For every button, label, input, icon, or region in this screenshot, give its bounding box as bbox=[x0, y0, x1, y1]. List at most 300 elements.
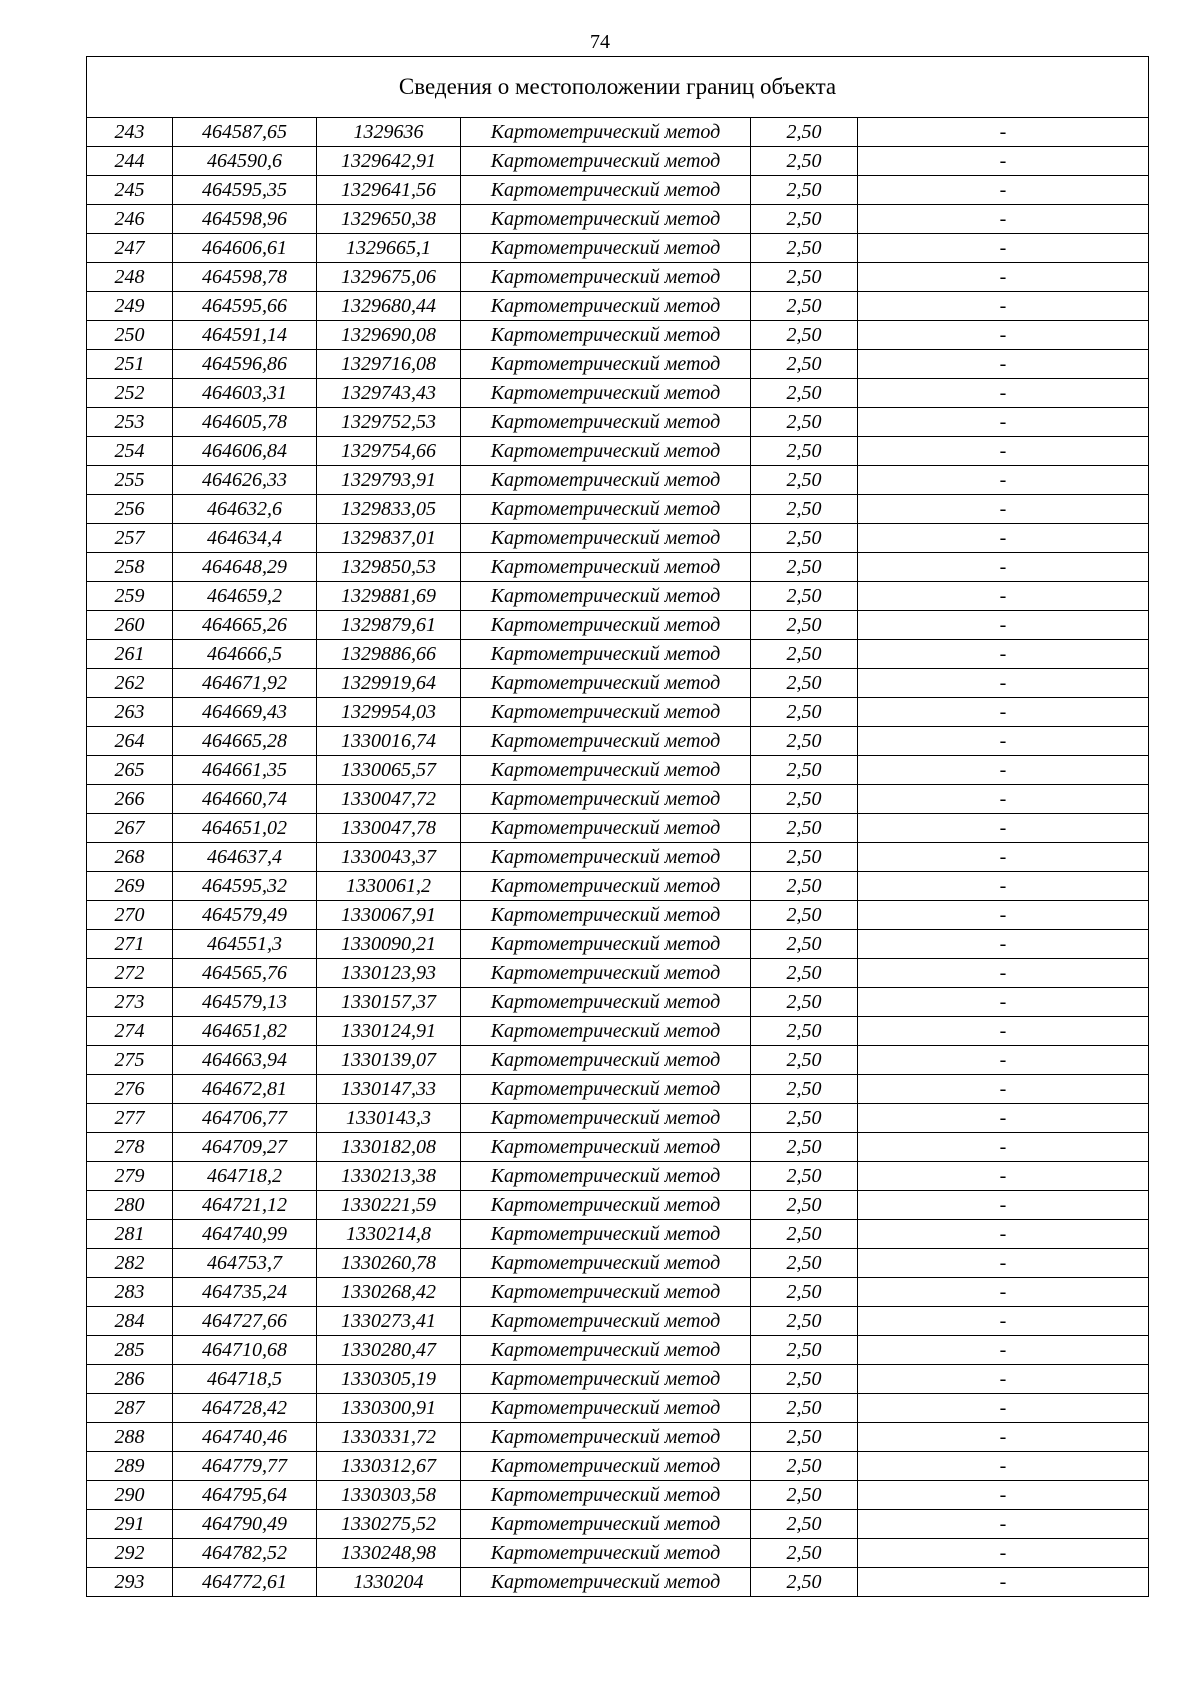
note-cell: - bbox=[858, 408, 1149, 437]
note-cell: - bbox=[858, 1481, 1149, 1510]
y-coordinate-cell: 1330124,91 bbox=[317, 1017, 461, 1046]
accuracy-cell: 2,50 bbox=[751, 1510, 858, 1539]
y-coordinate-cell: 1329743,43 bbox=[317, 379, 461, 408]
table-row bbox=[87, 1394, 1149, 1423]
accuracy-cell: 2,50 bbox=[751, 1133, 858, 1162]
x-coordinate-cell: 464659,2 bbox=[173, 582, 317, 611]
method-cell: Картометрический метод bbox=[461, 727, 751, 756]
note-cell: - bbox=[858, 1423, 1149, 1452]
point-number-cell: 274 bbox=[87, 1017, 173, 1046]
x-coordinate-cell: 464651,82 bbox=[173, 1017, 317, 1046]
point-number-cell: 244 bbox=[87, 147, 173, 176]
x-coordinate-cell: 464587,65 bbox=[173, 118, 317, 147]
accuracy-cell: 2,50 bbox=[751, 321, 858, 350]
y-coordinate-cell: 1330280,47 bbox=[317, 1336, 461, 1365]
x-coordinate-cell: 464665,28 bbox=[173, 727, 317, 756]
y-coordinate-cell: 1330047,78 bbox=[317, 814, 461, 843]
method-cell: Картометрический метод bbox=[461, 611, 751, 640]
table-row bbox=[87, 611, 1149, 640]
point-number-cell: 247 bbox=[87, 234, 173, 263]
note-cell: - bbox=[858, 1278, 1149, 1307]
point-number-cell: 267 bbox=[87, 814, 173, 843]
accuracy-cell: 2,50 bbox=[751, 1075, 858, 1104]
point-number-cell: 279 bbox=[87, 1162, 173, 1191]
table-row bbox=[87, 1539, 1149, 1568]
table-row bbox=[87, 669, 1149, 698]
table-row bbox=[87, 524, 1149, 553]
accuracy-cell: 2,50 bbox=[751, 379, 858, 408]
method-cell: Картометрический метод bbox=[461, 437, 751, 466]
x-coordinate-cell: 464605,78 bbox=[173, 408, 317, 437]
accuracy-cell: 2,50 bbox=[751, 263, 858, 292]
note-cell: - bbox=[858, 292, 1149, 321]
note-cell: - bbox=[858, 611, 1149, 640]
accuracy-cell: 2,50 bbox=[751, 930, 858, 959]
note-cell: - bbox=[858, 872, 1149, 901]
method-cell: Картометрический метод bbox=[461, 292, 751, 321]
point-number-cell: 266 bbox=[87, 785, 173, 814]
note-cell: - bbox=[858, 147, 1149, 176]
accuracy-cell: 2,50 bbox=[751, 1539, 858, 1568]
y-coordinate-cell: 1329833,05 bbox=[317, 495, 461, 524]
note-cell: - bbox=[858, 1452, 1149, 1481]
point-number-cell: 292 bbox=[87, 1539, 173, 1568]
accuracy-cell: 2,50 bbox=[751, 872, 858, 901]
x-coordinate-cell: 464671,92 bbox=[173, 669, 317, 698]
point-number-cell: 252 bbox=[87, 379, 173, 408]
table-row bbox=[87, 147, 1149, 176]
x-coordinate-cell: 464606,61 bbox=[173, 234, 317, 263]
accuracy-cell: 2,50 bbox=[751, 234, 858, 263]
table-row bbox=[87, 466, 1149, 495]
x-coordinate-cell: 464728,42 bbox=[173, 1394, 317, 1423]
note-cell: - bbox=[858, 524, 1149, 553]
x-coordinate-cell: 464740,99 bbox=[173, 1220, 317, 1249]
note-cell: - bbox=[858, 263, 1149, 292]
method-cell: Картометрический метод bbox=[461, 118, 751, 147]
accuracy-cell: 2,50 bbox=[751, 756, 858, 785]
table-row bbox=[87, 292, 1149, 321]
table-row bbox=[87, 1133, 1149, 1162]
y-coordinate-cell: 1329642,91 bbox=[317, 147, 461, 176]
y-coordinate-cell: 1330273,41 bbox=[317, 1307, 461, 1336]
point-number-cell: 270 bbox=[87, 901, 173, 930]
table-row bbox=[87, 1104, 1149, 1133]
x-coordinate-cell: 464634,4 bbox=[173, 524, 317, 553]
method-cell: Картометрический метод bbox=[461, 466, 751, 495]
method-cell: Картометрический метод bbox=[461, 1249, 751, 1278]
table-row bbox=[87, 756, 1149, 785]
y-coordinate-cell: 1330268,42 bbox=[317, 1278, 461, 1307]
y-coordinate-cell: 1330143,3 bbox=[317, 1104, 461, 1133]
x-coordinate-cell: 464596,86 bbox=[173, 350, 317, 379]
y-coordinate-cell: 1330248,98 bbox=[317, 1539, 461, 1568]
note-cell: - bbox=[858, 727, 1149, 756]
x-coordinate-cell: 464598,96 bbox=[173, 205, 317, 234]
x-coordinate-cell: 464669,43 bbox=[173, 698, 317, 727]
note-cell: - bbox=[858, 901, 1149, 930]
point-number-cell: 264 bbox=[87, 727, 173, 756]
point-number-cell: 255 bbox=[87, 466, 173, 495]
method-cell: Картометрический метод bbox=[461, 1191, 751, 1220]
x-coordinate-cell: 464790,49 bbox=[173, 1510, 317, 1539]
y-coordinate-cell: 1329879,61 bbox=[317, 611, 461, 640]
point-number-cell: 268 bbox=[87, 843, 173, 872]
point-number-cell: 249 bbox=[87, 292, 173, 321]
x-coordinate-cell: 464718,2 bbox=[173, 1162, 317, 1191]
x-coordinate-cell: 464666,5 bbox=[173, 640, 317, 669]
method-cell: Картометрический метод bbox=[461, 1423, 751, 1452]
y-coordinate-cell: 1329665,1 bbox=[317, 234, 461, 263]
table-row bbox=[87, 437, 1149, 466]
accuracy-cell: 2,50 bbox=[751, 553, 858, 582]
point-number-cell: 288 bbox=[87, 1423, 173, 1452]
table-row bbox=[87, 1191, 1149, 1220]
y-coordinate-cell: 1330090,21 bbox=[317, 930, 461, 959]
table-row bbox=[87, 901, 1149, 930]
method-cell: Картометрический метод bbox=[461, 1278, 751, 1307]
point-number-cell: 280 bbox=[87, 1191, 173, 1220]
point-number-cell: 287 bbox=[87, 1394, 173, 1423]
x-coordinate-cell: 464551,3 bbox=[173, 930, 317, 959]
method-cell: Картометрический метод bbox=[461, 1510, 751, 1539]
note-cell: - bbox=[858, 1510, 1149, 1539]
method-cell: Картометрический метод bbox=[461, 234, 751, 263]
x-coordinate-cell: 464740,46 bbox=[173, 1423, 317, 1452]
x-coordinate-cell: 464710,68 bbox=[173, 1336, 317, 1365]
method-cell: Картометрический метод bbox=[461, 1046, 751, 1075]
table-row bbox=[87, 1336, 1149, 1365]
note-cell: - bbox=[858, 379, 1149, 408]
method-cell: Картометрический метод bbox=[461, 756, 751, 785]
table-row bbox=[87, 988, 1149, 1017]
y-coordinate-cell: 1330182,08 bbox=[317, 1133, 461, 1162]
x-coordinate-cell: 464579,13 bbox=[173, 988, 317, 1017]
method-cell: Картометрический метод bbox=[461, 321, 751, 350]
point-number-cell: 251 bbox=[87, 350, 173, 379]
point-number-cell: 276 bbox=[87, 1075, 173, 1104]
note-cell: - bbox=[858, 1568, 1149, 1597]
y-coordinate-cell: 1329850,53 bbox=[317, 553, 461, 582]
method-cell: Картометрический метод bbox=[461, 263, 751, 292]
accuracy-cell: 2,50 bbox=[751, 1278, 858, 1307]
page-number: 74 bbox=[590, 31, 610, 53]
y-coordinate-cell: 1330221,59 bbox=[317, 1191, 461, 1220]
x-coordinate-cell: 464795,64 bbox=[173, 1481, 317, 1510]
x-coordinate-cell: 464779,77 bbox=[173, 1452, 317, 1481]
note-cell: - bbox=[858, 1220, 1149, 1249]
accuracy-cell: 2,50 bbox=[751, 205, 858, 234]
point-number-cell: 258 bbox=[87, 553, 173, 582]
table-row bbox=[87, 1568, 1149, 1597]
boundary-coordinates-table bbox=[86, 56, 1149, 1597]
accuracy-cell: 2,50 bbox=[751, 1220, 858, 1249]
y-coordinate-cell: 1330312,67 bbox=[317, 1452, 461, 1481]
y-coordinate-cell: 1330204 bbox=[317, 1568, 461, 1597]
accuracy-cell: 2,50 bbox=[751, 350, 858, 379]
x-coordinate-cell: 464709,27 bbox=[173, 1133, 317, 1162]
table-row bbox=[87, 785, 1149, 814]
y-coordinate-cell: 1329752,53 bbox=[317, 408, 461, 437]
y-coordinate-cell: 1329793,91 bbox=[317, 466, 461, 495]
table-title: Сведения о местоположении границ объекта bbox=[87, 57, 1149, 118]
method-cell: Картометрический метод bbox=[461, 1336, 751, 1365]
table-row bbox=[87, 930, 1149, 959]
accuracy-cell: 2,50 bbox=[751, 437, 858, 466]
x-coordinate-cell: 464590,6 bbox=[173, 147, 317, 176]
method-cell: Картометрический метод bbox=[461, 408, 751, 437]
y-coordinate-cell: 1330043,37 bbox=[317, 843, 461, 872]
accuracy-cell: 2,50 bbox=[751, 698, 858, 727]
x-coordinate-cell: 464648,29 bbox=[173, 553, 317, 582]
table-row bbox=[87, 872, 1149, 901]
accuracy-cell: 2,50 bbox=[751, 582, 858, 611]
note-cell: - bbox=[858, 959, 1149, 988]
point-number-cell: 257 bbox=[87, 524, 173, 553]
method-cell: Картометрический метод bbox=[461, 205, 751, 234]
table-row bbox=[87, 727, 1149, 756]
note-cell: - bbox=[858, 234, 1149, 263]
y-coordinate-cell: 1330016,74 bbox=[317, 727, 461, 756]
method-cell: Картометрический метод bbox=[461, 1075, 751, 1104]
x-coordinate-cell: 464753,7 bbox=[173, 1249, 317, 1278]
accuracy-cell: 2,50 bbox=[751, 1104, 858, 1133]
point-number-cell: 265 bbox=[87, 756, 173, 785]
note-cell: - bbox=[858, 1191, 1149, 1220]
accuracy-cell: 2,50 bbox=[751, 959, 858, 988]
table-row bbox=[87, 582, 1149, 611]
point-number-cell: 262 bbox=[87, 669, 173, 698]
method-cell: Картометрический метод bbox=[461, 582, 751, 611]
method-cell: Картометрический метод bbox=[461, 698, 751, 727]
note-cell: - bbox=[858, 437, 1149, 466]
x-coordinate-cell: 464595,35 bbox=[173, 176, 317, 205]
point-number-cell: 293 bbox=[87, 1568, 173, 1597]
table-row bbox=[87, 814, 1149, 843]
point-number-cell: 291 bbox=[87, 1510, 173, 1539]
table-row bbox=[87, 1075, 1149, 1104]
x-coordinate-cell: 464603,31 bbox=[173, 379, 317, 408]
note-cell: - bbox=[858, 1017, 1149, 1046]
x-coordinate-cell: 464595,32 bbox=[173, 872, 317, 901]
table-row bbox=[87, 176, 1149, 205]
method-cell: Картометрический метод bbox=[461, 959, 751, 988]
point-number-cell: 254 bbox=[87, 437, 173, 466]
note-cell: - bbox=[858, 640, 1149, 669]
method-cell: Картометрический метод bbox=[461, 669, 751, 698]
accuracy-cell: 2,50 bbox=[751, 1452, 858, 1481]
point-number-cell: 290 bbox=[87, 1481, 173, 1510]
method-cell: Картометрический метод bbox=[461, 843, 751, 872]
method-cell: Картометрический метод bbox=[461, 1394, 751, 1423]
x-coordinate-cell: 464632,6 bbox=[173, 495, 317, 524]
note-cell: - bbox=[858, 1104, 1149, 1133]
point-number-cell: 283 bbox=[87, 1278, 173, 1307]
method-cell: Картометрический метод bbox=[461, 1481, 751, 1510]
accuracy-cell: 2,50 bbox=[751, 1017, 858, 1046]
y-coordinate-cell: 1330213,38 bbox=[317, 1162, 461, 1191]
table-row bbox=[87, 1278, 1149, 1307]
table-row bbox=[87, 1452, 1149, 1481]
point-number-cell: 289 bbox=[87, 1452, 173, 1481]
note-cell: - bbox=[858, 1046, 1149, 1075]
table-row bbox=[87, 843, 1149, 872]
x-coordinate-cell: 464706,77 bbox=[173, 1104, 317, 1133]
point-number-cell: 250 bbox=[87, 321, 173, 350]
x-coordinate-cell: 464595,66 bbox=[173, 292, 317, 321]
x-coordinate-cell: 464772,61 bbox=[173, 1568, 317, 1597]
method-cell: Картометрический метод bbox=[461, 640, 751, 669]
point-number-cell: 243 bbox=[87, 118, 173, 147]
accuracy-cell: 2,50 bbox=[751, 901, 858, 930]
point-number-cell: 284 bbox=[87, 1307, 173, 1336]
accuracy-cell: 2,50 bbox=[751, 1249, 858, 1278]
accuracy-cell: 2,50 bbox=[751, 611, 858, 640]
method-cell: Картометрический метод bbox=[461, 901, 751, 930]
y-coordinate-cell: 1329675,06 bbox=[317, 263, 461, 292]
y-coordinate-cell: 1330123,93 bbox=[317, 959, 461, 988]
y-coordinate-cell: 1329690,08 bbox=[317, 321, 461, 350]
accuracy-cell: 2,50 bbox=[751, 1394, 858, 1423]
x-coordinate-cell: 464782,52 bbox=[173, 1539, 317, 1568]
method-cell: Картометрический метод bbox=[461, 553, 751, 582]
y-coordinate-cell: 1330061,2 bbox=[317, 872, 461, 901]
method-cell: Картометрический метод bbox=[461, 1307, 751, 1336]
y-coordinate-cell: 1330260,78 bbox=[317, 1249, 461, 1278]
method-cell: Картометрический метод bbox=[461, 1162, 751, 1191]
y-coordinate-cell: 1330300,91 bbox=[317, 1394, 461, 1423]
note-cell: - bbox=[858, 843, 1149, 872]
note-cell: - bbox=[858, 350, 1149, 379]
note-cell: - bbox=[858, 553, 1149, 582]
y-coordinate-cell: 1329650,38 bbox=[317, 205, 461, 234]
table-row bbox=[87, 234, 1149, 263]
table-row bbox=[87, 118, 1149, 147]
y-coordinate-cell: 1329886,66 bbox=[317, 640, 461, 669]
accuracy-cell: 2,50 bbox=[751, 408, 858, 437]
accuracy-cell: 2,50 bbox=[751, 727, 858, 756]
point-number-cell: 285 bbox=[87, 1336, 173, 1365]
accuracy-cell: 2,50 bbox=[751, 1568, 858, 1597]
table-row bbox=[87, 408, 1149, 437]
accuracy-cell: 2,50 bbox=[751, 1423, 858, 1452]
x-coordinate-cell: 464661,35 bbox=[173, 756, 317, 785]
note-cell: - bbox=[858, 814, 1149, 843]
point-number-cell: 272 bbox=[87, 959, 173, 988]
note-cell: - bbox=[858, 582, 1149, 611]
point-number-cell: 245 bbox=[87, 176, 173, 205]
accuracy-cell: 2,50 bbox=[751, 1365, 858, 1394]
x-coordinate-cell: 464718,5 bbox=[173, 1365, 317, 1394]
method-cell: Картометрический метод bbox=[461, 1568, 751, 1597]
point-number-cell: 253 bbox=[87, 408, 173, 437]
y-coordinate-cell: 1329716,08 bbox=[317, 350, 461, 379]
note-cell: - bbox=[858, 118, 1149, 147]
method-cell: Картометрический метод bbox=[461, 379, 751, 408]
method-cell: Картометрический метод bbox=[461, 930, 751, 959]
note-cell: - bbox=[858, 1365, 1149, 1394]
x-coordinate-cell: 464626,33 bbox=[173, 466, 317, 495]
method-cell: Картометрический метод bbox=[461, 785, 751, 814]
y-coordinate-cell: 1330065,57 bbox=[317, 756, 461, 785]
x-coordinate-cell: 464637,4 bbox=[173, 843, 317, 872]
note-cell: - bbox=[858, 495, 1149, 524]
accuracy-cell: 2,50 bbox=[751, 1307, 858, 1336]
point-number-cell: 260 bbox=[87, 611, 173, 640]
table-row bbox=[87, 205, 1149, 234]
table-body bbox=[87, 118, 1149, 1597]
point-number-cell: 281 bbox=[87, 1220, 173, 1249]
table-row bbox=[87, 698, 1149, 727]
accuracy-cell: 2,50 bbox=[751, 176, 858, 205]
x-coordinate-cell: 464651,02 bbox=[173, 814, 317, 843]
point-number-cell: 269 bbox=[87, 872, 173, 901]
method-cell: Картометрический метод bbox=[461, 988, 751, 1017]
x-coordinate-cell: 464660,74 bbox=[173, 785, 317, 814]
y-coordinate-cell: 1330067,91 bbox=[317, 901, 461, 930]
accuracy-cell: 2,50 bbox=[751, 147, 858, 176]
table-title-row bbox=[87, 57, 1149, 118]
method-cell: Картометрический метод bbox=[461, 147, 751, 176]
accuracy-cell: 2,50 bbox=[751, 843, 858, 872]
table-row bbox=[87, 1162, 1149, 1191]
accuracy-cell: 2,50 bbox=[751, 118, 858, 147]
y-coordinate-cell: 1330147,33 bbox=[317, 1075, 461, 1104]
table-row bbox=[87, 553, 1149, 582]
method-cell: Картометрический метод bbox=[461, 495, 751, 524]
x-coordinate-cell: 464663,94 bbox=[173, 1046, 317, 1075]
note-cell: - bbox=[858, 1162, 1149, 1191]
x-coordinate-cell: 464591,14 bbox=[173, 321, 317, 350]
table-row bbox=[87, 379, 1149, 408]
method-cell: Картометрический метод bbox=[461, 1365, 751, 1394]
table-row bbox=[87, 1046, 1149, 1075]
note-cell: - bbox=[858, 669, 1149, 698]
x-coordinate-cell: 464606,84 bbox=[173, 437, 317, 466]
method-cell: Картометрический метод bbox=[461, 814, 751, 843]
accuracy-cell: 2,50 bbox=[751, 640, 858, 669]
accuracy-cell: 2,50 bbox=[751, 292, 858, 321]
point-number-cell: 278 bbox=[87, 1133, 173, 1162]
y-coordinate-cell: 1330214,8 bbox=[317, 1220, 461, 1249]
point-number-cell: 263 bbox=[87, 698, 173, 727]
method-cell: Картометрический метод bbox=[461, 1133, 751, 1162]
note-cell: - bbox=[858, 1307, 1149, 1336]
accuracy-cell: 2,50 bbox=[751, 495, 858, 524]
y-coordinate-cell: 1329881,69 bbox=[317, 582, 461, 611]
y-coordinate-cell: 1329954,03 bbox=[317, 698, 461, 727]
y-coordinate-cell: 1329837,01 bbox=[317, 524, 461, 553]
method-cell: Картометрический метод bbox=[461, 1104, 751, 1133]
point-number-cell: 286 bbox=[87, 1365, 173, 1394]
point-number-cell: 248 bbox=[87, 263, 173, 292]
method-cell: Картометрический метод bbox=[461, 524, 751, 553]
method-cell: Картометрический метод bbox=[461, 1539, 751, 1568]
accuracy-cell: 2,50 bbox=[751, 1481, 858, 1510]
note-cell: - bbox=[858, 785, 1149, 814]
method-cell: Картометрический метод bbox=[461, 872, 751, 901]
table-row bbox=[87, 959, 1149, 988]
point-number-cell: 273 bbox=[87, 988, 173, 1017]
point-number-cell: 246 bbox=[87, 205, 173, 234]
table-row bbox=[87, 1365, 1149, 1394]
method-cell: Картометрический метод bbox=[461, 1017, 751, 1046]
x-coordinate-cell: 464672,81 bbox=[173, 1075, 317, 1104]
y-coordinate-cell: 1329919,64 bbox=[317, 669, 461, 698]
table-row bbox=[87, 321, 1149, 350]
x-coordinate-cell: 464727,66 bbox=[173, 1307, 317, 1336]
table-row bbox=[87, 1220, 1149, 1249]
